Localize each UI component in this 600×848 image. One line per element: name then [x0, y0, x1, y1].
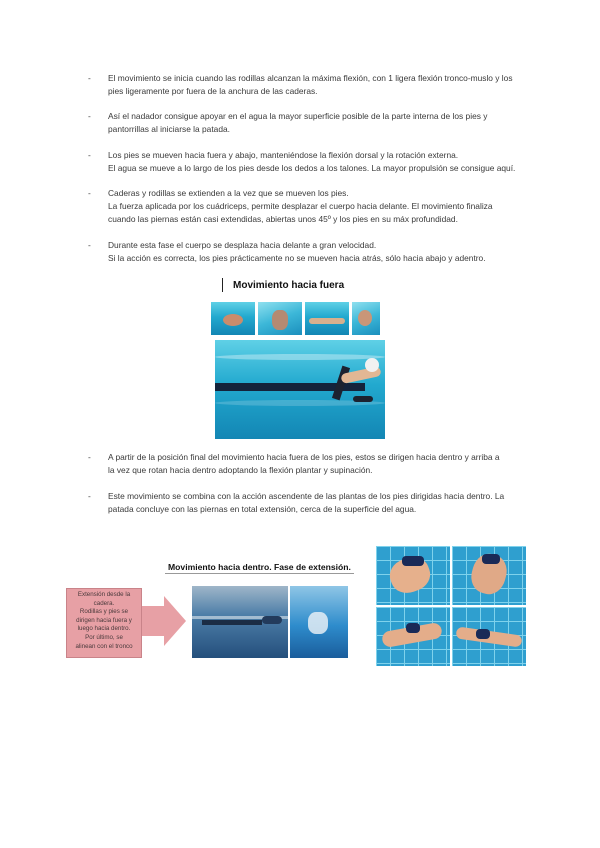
bullet-line: El movimiento se inicia cuando las rodillas alcanzan la máxima flexión, con 1 ligera flexión tronco-muslo y los: [108, 73, 513, 83]
callout-line: alinean con el tronco: [75, 642, 133, 650]
thumbnail-photo: [211, 302, 255, 335]
figure-caption: Movimiento hacia fuera: [233, 280, 345, 291]
swimmer-photo: [215, 340, 385, 439]
underwater-photo: [290, 586, 348, 658]
bullet-dash: -: [88, 188, 91, 198]
thumbnail-photo: [352, 302, 380, 335]
bullet-item: [88, 110, 548, 136]
bullet-dash: -: [88, 491, 91, 501]
callout-line: Extensión desde la: [77, 591, 131, 598]
bullet-item: [88, 149, 548, 175]
bullet-item: [88, 72, 548, 98]
pool-photo: [376, 607, 450, 666]
bullet-line: cuando las piernas están casi extendidas, abiertas unos 45º y los pies en su máx profundidad.: [108, 214, 458, 224]
bullet-line: Durante esta fase el cuerpo se desplaza hacia delante a gran velocidad.: [108, 240, 377, 250]
callout-line: Por último, se: [85, 633, 123, 641]
bullet-line: pantorrillas al iniciarse la patada.: [108, 124, 230, 134]
callout-line: Rodillas y pies se: [79, 608, 129, 616]
pool-photo: [452, 607, 526, 666]
underwater-photo: [192, 586, 288, 658]
bullet-line: El agua se mueve a lo largo de los pies desde los dedos a los talones. La mayor propulsión se consigue aquí.: [108, 163, 516, 173]
thumbnail-photo: [258, 302, 302, 335]
bullet-item: [88, 239, 548, 265]
callout-line: cadera.: [93, 599, 115, 607]
callout-line: dirigen hacia fuera y: [76, 616, 132, 624]
bullet-line: Si la acción es correcta, los pies prácticamente no se mueven hacia atrás, sólo hacia abajo y adentro.: [108, 253, 486, 263]
bullet-item: [88, 451, 548, 477]
bullet-item: [88, 490, 548, 516]
pool-photo: [452, 546, 526, 605]
figure-caption: Movimiento hacia dentro. Fase de extensión.: [165, 561, 354, 574]
bullet-dash: -: [88, 111, 91, 121]
bullet-dash: -: [88, 240, 91, 250]
bullet-line: Caderas y rodillas se extienden a la vez que se mueven los pies.: [108, 188, 349, 198]
bullet-line: la vez que rotan hacia dentro adoptando la flexión plantar y supinación.: [108, 465, 373, 475]
bullet-line: Este movimiento se combina con la acción ascendente de las plantas de los pies dirigidas hacia dentro. La: [108, 491, 505, 501]
bullet-dash: -: [88, 73, 91, 83]
bullet-dash: -: [88, 452, 91, 462]
bullet-line: Así el nadador consigue apoyar en el agua la mayor superficie posible de la parte interna de los pies y: [108, 111, 488, 121]
arrow-head-shape: [164, 596, 186, 646]
bullet-line: La fuerza aplicada por los cuádriceps, permite desplazar el cuerpo hacia delante. El movimiento finaliza: [108, 201, 493, 211]
annotation-callout: [66, 588, 142, 658]
bullet-line: A partir de la posición final del movimiento hacia fuera de los pies, estos se dirigen hacia dentro y arriba a: [108, 452, 500, 462]
caption-marker: [222, 278, 223, 292]
bullet-dash: -: [88, 150, 91, 160]
bullet-line: pies ligeramente por fuera de la anchura de las caderas.: [108, 86, 318, 96]
callout-line: luego hacia dentro.: [77, 625, 131, 633]
bullet-line: patada concluye con las piernas en total extensión, cerca de la superficie del agua.: [108, 504, 417, 514]
thumbnail-photo: [305, 302, 349, 335]
bullet-item: [88, 187, 548, 226]
pool-photo: [376, 546, 450, 605]
bullet-line: Los pies se mueven hacia fuera y abajo, manteniéndose la flexión dorsal y la rotación externa.: [108, 150, 459, 160]
arrow-shape: [142, 606, 164, 636]
